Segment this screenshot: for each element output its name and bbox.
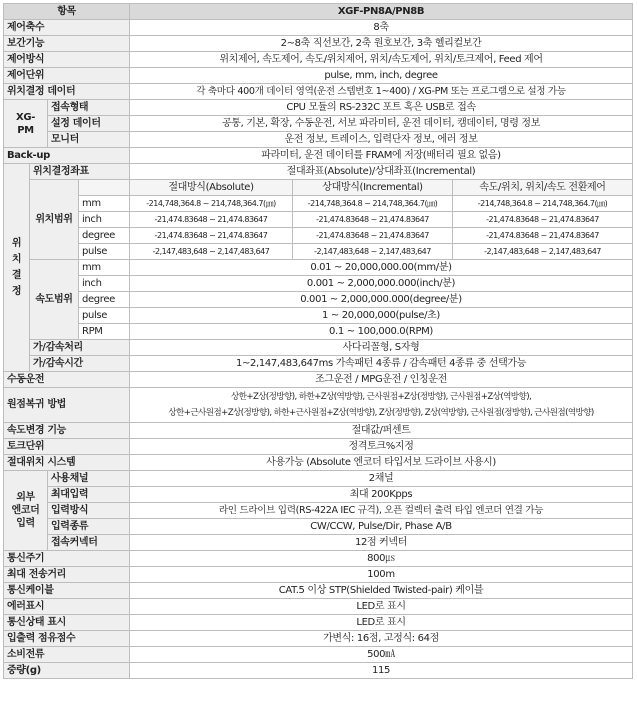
homing-line1: 상한+Z상(정방향), 하한+Z상(역방향), 근사원점+Z상(정방향), 근사원점+Z상(역방향),	[230, 392, 532, 402]
label-ctrl-unit: 제어단위	[4, 68, 130, 84]
value-torque-unit: 정격토크%지정	[130, 439, 633, 455]
speed-unit: mm	[79, 260, 130, 276]
range-row-pulse	[4, 244, 633, 260]
speed-row-mm	[4, 260, 633, 276]
label-xgpm-group	[4, 100, 48, 148]
range-abs: -214,748,364.8 ~ 214,748,364.7(㎛)	[130, 196, 293, 212]
posctl-char-1: 위	[11, 237, 22, 249]
label-encoder-group	[4, 471, 48, 551]
range-inc: -2,147,483,648 ~ 2,147,483,647	[293, 244, 453, 260]
speed-value: 0.001 ~ 2,000,000.000(inch/분)	[130, 276, 633, 292]
label-axes: 제어축수	[4, 20, 130, 36]
row-max-dist	[4, 567, 633, 583]
value-current: 500㎃	[130, 647, 633, 663]
value-io-points: 가변식: 16점, 고정식: 64점	[130, 631, 633, 647]
posctl-char-2: 치	[11, 253, 22, 265]
label-abs-system: 절대위치 시스템	[4, 455, 130, 471]
value-xgpm-set: 공통, 기본, 확장, 수동운전, 서보 파라미터, 운전 데이터, 캠데이터, 명령 정보	[130, 116, 633, 132]
row-enc-max	[4, 487, 633, 503]
posctl-char-4: 정	[11, 285, 22, 297]
speed-row-inch	[4, 276, 633, 292]
value-cable: CAT.5 이상 STP(Shielded Twisted-pair) 케이블	[130, 583, 633, 599]
value-err-disp: LED로 표시	[130, 599, 633, 615]
value-enc-ch: 2채널	[130, 471, 633, 487]
row-enc-type	[4, 519, 633, 535]
range-inc: -214,748,364.8 ~ 214,748,364.7(㎛)	[293, 196, 453, 212]
range-inc: -21,474.83648 ~ 21,474.83647	[293, 228, 453, 244]
row-manual	[4, 372, 633, 388]
label-cable: 통신케이블	[4, 583, 130, 599]
row-err-disp	[4, 599, 633, 615]
range-spd: -21,474.83648 ~ 21,474.83647	[453, 228, 633, 244]
label-torque-unit: 토크단위	[4, 439, 130, 455]
row-backup	[4, 148, 633, 164]
range-unit: degree	[79, 228, 130, 244]
label-accel-time: 가/감속시간	[30, 356, 130, 372]
value-backup: 파라미터, 운전 데이터를 FRAM에 저장(배터리 필요 없음)	[130, 148, 633, 164]
range-spd: -21,474.83648 ~ 21,474.83647	[453, 212, 633, 228]
label-pos-coord: 위치결정좌표	[30, 164, 130, 180]
range-spd: -214,748,364.8 ~ 214,748,364.7(㎛)	[453, 196, 633, 212]
col-inc: 상대방식(Incremental)	[293, 180, 453, 196]
label-enc-ch: 사용채널	[48, 471, 130, 487]
row-xgpm-mon	[4, 132, 633, 148]
value-pos-data: 각 축마다 400개 데이터 영역(운전 스텝번호 1~400) / XG-PM 또는 프로그램으로 설정 가능	[130, 84, 633, 100]
speed-unit: degree	[79, 292, 130, 308]
row-enc-method	[4, 503, 633, 519]
speed-value: 1 ~ 20,000,000(pulse/초)	[130, 308, 633, 324]
value-enc-max: 최대 200Kpps	[130, 487, 633, 503]
label-comm-disp: 통신상태 표시	[4, 615, 130, 631]
row-torque-unit	[4, 439, 633, 455]
speed-value: 0.01 ~ 20,000,000.00(mm/분)	[130, 260, 633, 276]
label-enc-type: 입력종류	[48, 519, 130, 535]
label-interp: 보간기능	[4, 36, 130, 52]
speed-value: 0.001 ~ 2,000,000.000(degree/분)	[130, 292, 633, 308]
value-enc-type: CW/CCW, Pulse/Dir, Phase A/B	[130, 519, 633, 535]
label-xgpm-conn: 접속형태	[48, 100, 130, 116]
row-abs-system	[4, 455, 633, 471]
value-speed-change: 절대값/퍼센트	[130, 423, 633, 439]
row-weight	[4, 663, 633, 679]
row-speed-change	[4, 423, 633, 439]
row-current	[4, 647, 633, 663]
range-unit: mm	[79, 196, 130, 212]
label-pos-data: 위치결정 데이터	[4, 84, 130, 100]
value-enc-method: 라인 드라이브 입력(RS-422A IEC 규격), 오픈 컬렉터 출력 타입 엔코더 연결 가능	[130, 503, 633, 519]
row-accel-time	[4, 356, 633, 372]
label-max-dist: 최대 전송거리	[4, 567, 130, 583]
value-enc-connector: 12점 커넥터	[130, 535, 633, 551]
row-ctrl-method	[4, 52, 633, 68]
value-weight: 115	[130, 663, 633, 679]
range-unit: pulse	[79, 244, 130, 260]
speed-unit: pulse	[79, 308, 130, 324]
label-accel: 가/감속처리	[30, 340, 130, 356]
encoder-line1: 외부	[16, 492, 35, 503]
row-comm-cycle	[4, 551, 633, 567]
range-spd: -2,147,483,648 ~ 2,147,483,647	[453, 244, 633, 260]
col-spd: 속도/위치, 위치/속도 전환제어	[453, 180, 633, 196]
row-enc-ch	[4, 471, 633, 487]
label-comm-cycle: 통신주기	[4, 551, 130, 567]
value-comm-disp: LED로 표시	[130, 615, 633, 631]
value-ctrl-unit: pulse, mm, inch, degree	[130, 68, 633, 84]
row-accel	[4, 340, 633, 356]
value-accel-time: 1~2,147,483,647ms 가속패턴 4종류 / 감속패턴 4종류 중 선택가능	[130, 356, 633, 372]
row-pos-coord	[4, 164, 633, 180]
posctl-char-3: 결	[11, 269, 22, 281]
label-ctrl-method: 제어방식	[4, 52, 130, 68]
row-pos-data	[4, 84, 633, 100]
speed-value: 0.1 ~ 100,000.0(RPM)	[130, 324, 633, 340]
row-interp	[4, 36, 633, 52]
label-backup: Back-up	[4, 148, 130, 164]
label-manual: 수동운전	[4, 372, 130, 388]
value-ctrl-method: 위치제어, 속도제어, 속도/위치제어, 위치/속도제어, 위치/토크제어, Feed 제어	[130, 52, 633, 68]
row-io-points	[4, 631, 633, 647]
range-row-mm	[4, 196, 633, 212]
row-xgpm-set	[4, 116, 633, 132]
speed-row-rpm	[4, 324, 633, 340]
row-xgpm-conn	[4, 100, 633, 116]
spec-table	[3, 3, 633, 679]
header-item: 항목	[4, 4, 130, 20]
speed-row-degree	[4, 292, 633, 308]
value-homing	[130, 388, 633, 423]
row-cable	[4, 583, 633, 599]
value-xgpm-mon: 운전 정보, 트레이스, 입력단자 정보, 에러 정보	[130, 132, 633, 148]
range-inc: -21,474.83648 ~ 21,474.83647	[293, 212, 453, 228]
label-pos-range: 위치범위	[30, 180, 79, 260]
range-unit-header	[79, 180, 130, 196]
xgpm-line2: PM	[17, 124, 34, 136]
value-xgpm-conn: CPU 모듈의 RS-232C 포트 혹은 USB로 접속	[130, 100, 633, 116]
value-max-dist: 100m	[130, 567, 633, 583]
homing-line2: 상한+근사원점+Z상(정방향), 하한+근사원점+Z상(역방향), Z상(정방향), Z상(역방향), 근사원점(정방향), 근사원점(역방향)	[168, 408, 594, 418]
label-err-disp: 에러표시	[4, 599, 130, 615]
label-enc-max: 최대입력	[48, 487, 130, 503]
row-ctrl-unit	[4, 68, 633, 84]
range-abs: -21,474.83648 ~ 21,474.83647	[130, 212, 293, 228]
header-row	[4, 4, 633, 20]
range-unit: inch	[79, 212, 130, 228]
value-abs-system: 사용가능 (Absolute 엔코더 타입서보 드라이브 사용시)	[130, 455, 633, 471]
label-speed-range: 속도범위	[30, 260, 79, 340]
value-accel: 사다리꼴형, S자형	[130, 340, 633, 356]
encoder-line3: 입력	[16, 518, 35, 529]
header-model: XGF-PN8A/PN8B	[130, 4, 633, 20]
label-xgpm-mon: 모니터	[48, 132, 130, 148]
value-axes: 8축	[130, 20, 633, 36]
value-comm-cycle: 800㎲	[130, 551, 633, 567]
range-abs: -2,147,483,648 ~ 2,147,483,647	[130, 244, 293, 260]
speed-unit: inch	[79, 276, 130, 292]
label-current: 소비전류	[4, 647, 130, 663]
label-posctl-group	[4, 164, 30, 372]
label-weight: 중량(g)	[4, 663, 130, 679]
range-row-inch	[4, 212, 633, 228]
row-homing	[4, 388, 633, 423]
xgpm-line1: XG-	[15, 111, 36, 123]
value-manual: 조그운전 / MPG운전 / 인칭운전	[130, 372, 633, 388]
range-abs: -21,474.83648 ~ 21,474.83647	[130, 228, 293, 244]
label-enc-method: 입력방식	[48, 503, 130, 519]
value-pos-coord: 절대좌표(Absolute)/상대좌표(Incremental)	[130, 164, 633, 180]
range-row-degree	[4, 228, 633, 244]
row-axes	[4, 20, 633, 36]
value-interp: 2~8축 직선보간, 2축 원호보간, 3축 헬리컬보간	[130, 36, 633, 52]
label-io-points: 입출력 점유점수	[4, 631, 130, 647]
encoder-line2: 엔코더	[11, 505, 40, 516]
row-enc-connector	[4, 535, 633, 551]
label-enc-connector: 접속커넥터	[48, 535, 130, 551]
speed-row-pulse	[4, 308, 633, 324]
label-homing: 원점복귀 방법	[4, 388, 130, 423]
row-comm-disp	[4, 615, 633, 631]
label-xgpm-set: 설정 데이터	[48, 116, 130, 132]
col-abs: 절대방식(Absolute)	[130, 180, 293, 196]
speed-unit: RPM	[79, 324, 130, 340]
row-range-header	[4, 180, 633, 196]
label-speed-change: 속도변경 기능	[4, 423, 130, 439]
